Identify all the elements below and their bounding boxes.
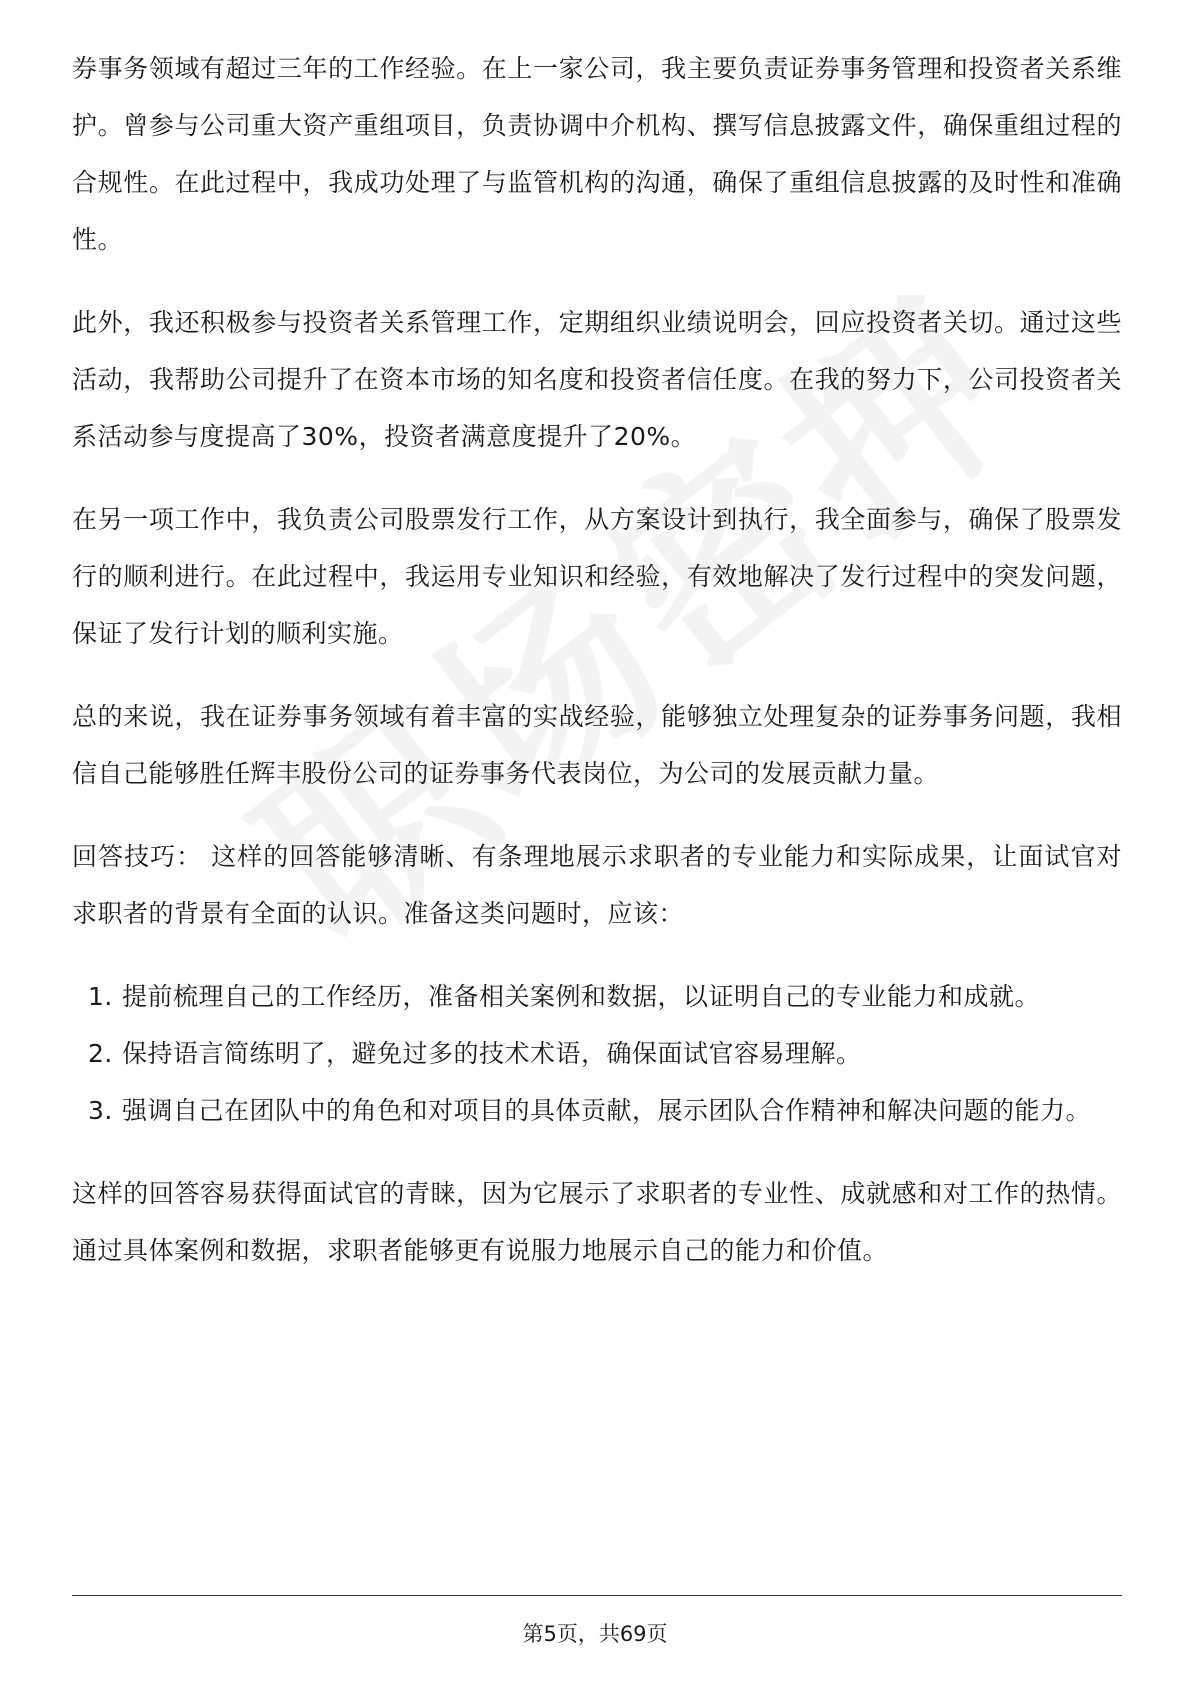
list-item [72,1025,1122,1082]
footer-divider [72,1595,1122,1596]
tips-list [72,968,1122,1139]
paragraph-summary: 总的来说，我在证券事务领域有着丰富的实战经验，能够独立处理复杂的证券事务问题，我相信自己能够胜任辉丰股份公司的证券事务代表岗位，为公司的发展贡献力量。 [72,702,1122,788]
paragraph-closing: 这样的回答容易获得面试官的青睐，因为它展示了求职者的专业性、成就感和对工作的热情。通过具体案例和数据，求职者能够更有说服力地展示自己的能力和价值。 [72,1179,1122,1265]
list-item-text: 提前梳理自己的工作经历，准备相关案例和数据，以证明自己的专业能力和成就。 [122,982,1041,1011]
list-item-number: 1. [88,982,113,1011]
list-item-text: 强调自己在团队中的角色和对项目的具体贡献，展示团队合作精神和解决问题的能力。 [122,1096,1092,1125]
document-body [72,40,1122,1305]
list-item-text: 保持语言简练明了，避免过多的技术术语，确保面试官容易理解。 [122,1039,862,1068]
paragraph-stock-issuance: 在另一项工作中，我负责公司股票发行工作，从方案设计到执行，我全面参与，确保了股票发行的顺利进行。在此过程中，我运用专业知识和经验，有效地解决了发行过程中的突发问题，保证了发行计划的顺利实施。 [72,505,1122,648]
paragraph-investor-relations: 此外，我还积极参与投资者关系管理工作，定期组织业绩说明会，回应投资者关切。通过这些活动，我帮助公司提升了在资本市场的知名度和投资者信任度。在我的努力下，公司投资者关系活动参与度提高了30%，投资者满意度提升了20%。 [72,308,1122,451]
paragraph-answer-tips: 回答技巧： 这样的回答能够清晰、有条理地展示求职者的专业能力和实际成果，让面试官对求职者的背景有全面的认识。准备这类问题时，应该： [72,842,1122,928]
page-number: 第5页，共69页 [522,1622,668,1646]
list-item [72,1082,1122,1139]
paragraph-experience: 券事务领域有超过三年的工作经验。在上一家公司，我主要负责证券事务管理和投资者关系维护。曾参与公司重大资产重组项目，负责协调中介机构、撰写信息披露文件，确保重组过程的合规性。在此过程中，我成功处理了与监管机构的沟通，确保了重组信息披露的及时性和准确性。 [72,54,1122,254]
list-item-number: 2. [88,1039,113,1068]
list-item-number: 3. [88,1096,113,1125]
list-item [72,968,1122,1025]
